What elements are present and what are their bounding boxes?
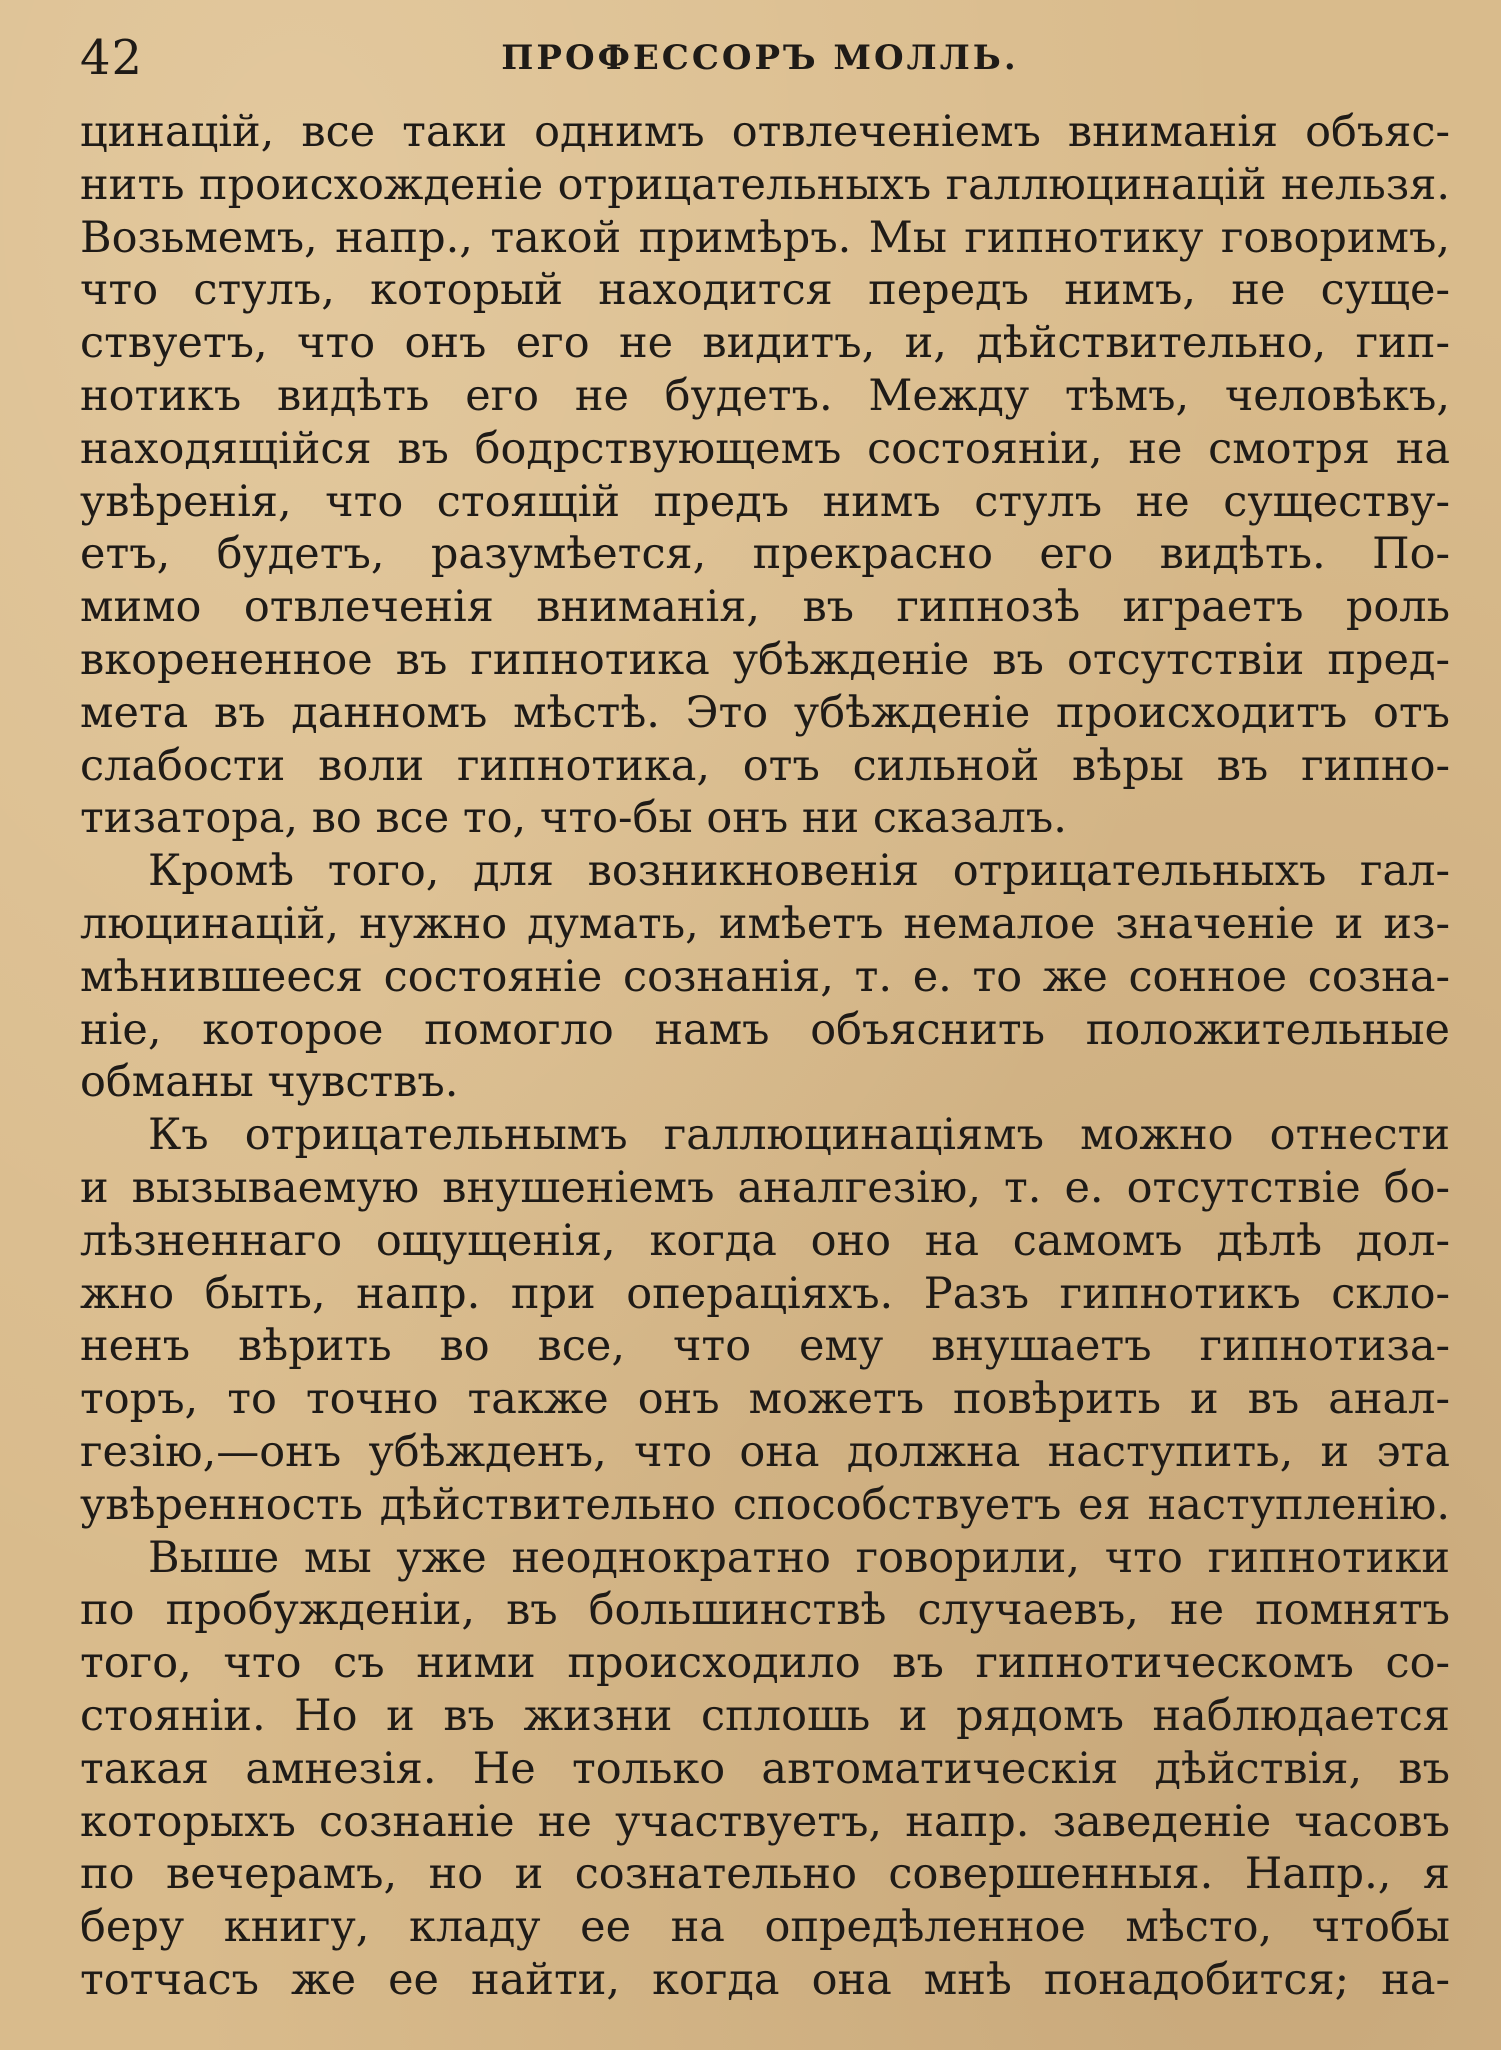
text-line: нить происхожденіе отрицательныхъ галлюцинацій нельзя. (80, 159, 1450, 210)
paragraph-first-line: Къ отрицательнымъ галлюцинаціямъ можно отнести (148, 1110, 1450, 1161)
paragraph-last-line: увѣренность дѣйствительно способствуетъ ея наступленію. (80, 1479, 1450, 1530)
text-line: ніе, которое помогло намъ объяснить положительные (80, 1004, 1450, 1055)
text-line: жно быть, напр. при операціяхъ. Разъ гипнотикъ скло- (80, 1268, 1450, 1319)
text-line: етъ, будетъ, разумѣется, прекрасно его видѣть. По- (80, 529, 1450, 580)
text-line: и вызываемую внушеніемъ аналгезію, т. е. отсутствіе бо- (80, 1162, 1450, 1213)
text-line: мимо отвлеченія вниманія, въ гипнозѣ играетъ роль (80, 582, 1450, 633)
text-line: ствуетъ, что онъ его не видитъ, и, дѣйствительно, гип- (80, 318, 1450, 369)
text-line: того, что съ ними происходило въ гипнотическомъ со- (80, 1638, 1450, 1689)
text-line: вкорененное въ гипнотика убѣжденіе въ отсутствіи пред- (80, 634, 1450, 685)
text-line: такая амнезія. Не только автоматическія дѣйствія, въ (80, 1743, 1450, 1794)
page-number: 42 (80, 30, 144, 86)
text-line: торъ, то точно также онъ можетъ повѣрить и въ анал- (80, 1374, 1450, 1425)
text-line: тотчасъ же ее найти, когда она мнѣ понадобится; на- (80, 1954, 1450, 2005)
paragraph-first-line: Кромѣ того, для возникновенія отрицательныхъ гал- (148, 846, 1450, 897)
page-header (80, 28, 1440, 88)
text-line: мета въ данномъ мѣстѣ. Это убѣжденіе происходитъ отъ (80, 687, 1450, 738)
text-line: мѣнившееся состояніе сознанія, т. е. то же сонное созна- (80, 951, 1450, 1002)
body-text (80, 106, 1450, 2007)
text-line: цинацій, все таки однимъ отвлеченіемъ вниманія объяс- (80, 107, 1450, 157)
text-line: по пробужденіи, въ большинствѣ случаевъ, не помнятъ (80, 1585, 1450, 1636)
text-line: которыхъ сознаніе не участвуетъ, напр. заведеніе часовъ (80, 1796, 1450, 1847)
paragraph-last-line: тизатора, во все то, что-бы онъ ни сказалъ. (80, 793, 1067, 844)
text-line: Возьмемъ, напр., такой примѣръ. Мы гипнотику говоримъ, (80, 212, 1450, 263)
paragraph-last-line: обманы чувствъ. (80, 1057, 459, 1108)
text-line: ненъ вѣрить во все, что ему внушаетъ гипнотиза- (80, 1321, 1450, 1372)
text-line: лѣзненнаго ощущенія, когда оно на самомъ дѣлѣ дол- (80, 1215, 1450, 1266)
text-line: по вечерамъ, но и сознательно совершенныя. Напр., я (80, 1849, 1450, 1900)
text-line: находящійся въ бодрствующемъ состояніи, не смотря на (80, 423, 1450, 474)
paragraph-first-line: Выше мы уже неоднократно говорили, что гипнотики (148, 1532, 1450, 1583)
text-line: что стулъ, который находится передъ нимъ, не суще- (80, 265, 1450, 316)
text-line: беру книгу, кладу ее на опредѣленное мѣсто, чтобы (80, 1902, 1450, 1953)
text-line: слабости воли гипнотика, отъ сильной вѣры въ гипно- (80, 740, 1450, 791)
running-title: ПРОФЕССОРЪ МОЛЛЬ. (501, 38, 1019, 78)
text-line: гезію,—онъ убѣжденъ, что она должна наступить, и эта (80, 1426, 1450, 1477)
text-line: стояніи. Но и въ жизни сплошь и рядомъ наблюдается (80, 1690, 1450, 1741)
text-line: нотикъ видѣть его не будетъ. Между тѣмъ, человѣкъ, (80, 370, 1450, 421)
text-line: люцинацій, нужно думать, имѣетъ немалое значеніе и из- (80, 898, 1450, 949)
text-line: увѣренія, что стоящій предъ нимъ стулъ не существу- (80, 476, 1450, 527)
